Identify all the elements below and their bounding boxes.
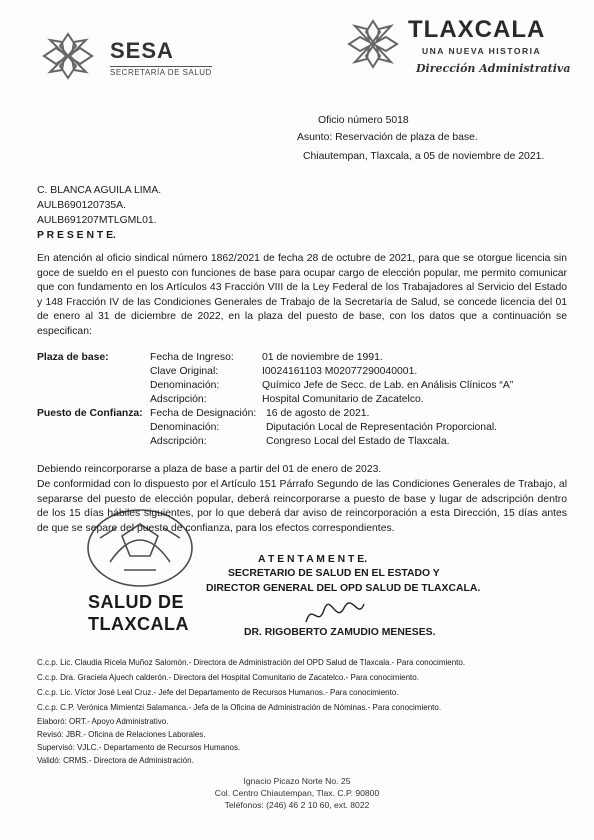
official-seal-icon (70, 498, 210, 588)
initials-line: Revisó: JBR.- Oficina de Relaciones Laborales. (37, 730, 206, 739)
puesto-confianza-heading: Puesto de Confianza: (37, 408, 143, 419)
confianza-label: Adscripción: (150, 436, 207, 447)
sesa-title: SESA (110, 38, 174, 63)
copy-line: C.c.p. Dra. Graciela Ajuech calderón.- Directora del Hospital Comunitario de Zacatelco.- Para conocimiento. (37, 673, 419, 682)
confianza-label: Denominación: (150, 422, 220, 433)
initials-line: Elaboró: ORT.- Apoyo Administrativo. (37, 717, 169, 726)
reincorporation-line: Debiendo reincorporarse a plaza de base a partir del 01 de enero de 2023. (37, 464, 382, 475)
plaza-label: Denominación: (150, 380, 220, 391)
subject-line: Asunto: Reservación de plaza de base. (297, 132, 478, 143)
place-date: Chiautempan, Tlaxcala, a 05 de noviembre de 2021. (303, 151, 545, 162)
footer-city: Col. Centro Chiautempan, Tlax. C.P. 90800 (214, 788, 380, 798)
recipient-name: C. BLANCA AGUILA LIMA. (37, 185, 162, 196)
signer-title-2: DIRECTOR GENERAL DEL OPD SALUD DE TLAXCALA. (206, 583, 481, 594)
plaza-label: Adscripción: (150, 394, 207, 405)
signer-title-1: SECRETARIO DE SALUD EN EL ESTADO Y (228, 568, 440, 579)
closing-paragraph: De conformidad con lo dispuesto por el Artículo 151 Párrafo Segundo de las Condiciones Generales de Trabajo, al separarse del puesto de elección popular, deberá reincorporarse a puesto de base y lugar de adscripción dentro de los 15 días hábiles siguientes, por lo que deberá dar aviso de reincorporación a esta Dirección, 15 días antes de que se separe del puesto de confianza, para los efectos correspondientes. (37, 479, 567, 534)
sesa-subtitle: SECRETARÍA DE SALUD (110, 68, 212, 77)
footer-address: Ignacio Picazo Norte No. 25 (243, 776, 351, 786)
oficio-number: Oficio número 5018 (318, 115, 409, 126)
tlaxcala-logo-icon (345, 18, 401, 70)
copy-line: C.c.p. Lic. Víctor José Leal Cruz.- Jefe del Departamento de Recursos Humanos.- Para conocimiento. (37, 688, 399, 697)
plaza-value: Hospital Comunitario de Zacatelco. (262, 394, 424, 405)
confianza-value: 16 de agosto de 2021. (266, 408, 370, 419)
initials-line: Validó: CRMS.- Directora de Administración. (37, 756, 194, 765)
presente: P R E S E N T E. (37, 230, 116, 241)
recipient-curp: AULB691207MTLGML01. (37, 215, 157, 226)
atentamente: A T E N T A M E N T E. (258, 554, 368, 565)
tlaxcala-tagline: UNA NUEVA HISTORIA (422, 46, 542, 56)
footer-phone: Teléfonos: (246) 46 2 10 60, ext. 8022 (224, 800, 370, 810)
signer-name: DR. RIGOBERTO ZAMUDIO MENESES. (244, 627, 436, 638)
copy-line: C.c.p. Lic. Claudia Ricela Muñoz Salomón.- Directora de Administración del OPD Salud de Tlaxcala.- Para conocimiento. (37, 658, 466, 667)
plaza-value: Químico Jefe de Secc. de Lab. en Análisis Clínicos “A” (262, 380, 514, 391)
plaza-label: Clave Original: (150, 366, 219, 377)
plaza-value: I0024161103 M02077290040001. (262, 366, 418, 377)
recipient-rfc: AULB690120735A. (37, 200, 126, 211)
confianza-value: Diputación Local de Representación Proporcional. (266, 422, 498, 433)
confianza-value: Congreso Local del Estado de Tlaxcala. (266, 436, 450, 447)
plaza-base-heading: Plaza de base: (37, 352, 109, 363)
tlaxcala-title: TLAXCALA (408, 16, 546, 43)
stamp-line-1: SALUD DE (88, 592, 185, 612)
sesa-logo-icon (38, 30, 98, 82)
plaza-label: Fecha de Ingreso: (150, 352, 234, 363)
copy-line: C.c.p. C.P. Verónica Mimientzi Salamanca.- Jefa de la Oficina de Administración de Nóminas.- Para conocimiento. (37, 703, 442, 712)
stamp-line-2: TLAXCALA (88, 614, 189, 634)
initials-line: Supervisó: VJLC.- Departamento de Recursos Humanos. (37, 743, 241, 752)
plaza-value: 01 de noviembre de 1991. (262, 352, 383, 363)
intro-paragraph: En atención al oficio sindical número 1862/2021 de fecha 28 de octubre de 2021, para que se otorgue licencia sin goce de sueldo en el puesto con funciones de base para ocupar cargo de elección popular, me permito comunicar que con fundamento en los Artículos 43 Fracción VIII de la Ley Federal de los Trabajadores al Servicio del Estado y 148 Fracción IV de las Condiciones Generales de Trabajo de la Secretaría de Salud, se concede licencia del 01 de enero al 31 de diciembre de 2022, en la plaza del puesto de base, con los datos que a continuación se especifican: (37, 253, 567, 337)
office-name: Dirección Administrativa (416, 62, 571, 75)
confianza-label: Fecha de Designación: (150, 408, 257, 419)
